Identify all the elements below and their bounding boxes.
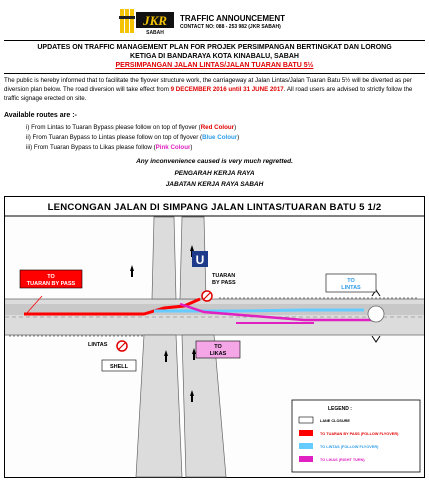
svg-text:TO: TO bbox=[214, 344, 222, 350]
label-tuaran-bypass bbox=[212, 273, 236, 286]
update-heading-location: PERSIMPANGAN JALAN LINTAS/JALAN TUARAN BATU 5½ bbox=[115, 62, 314, 69]
svg-text:TO LINTAS (FOLLOW FLYOVER): TO LINTAS (FOLLOW FLYOVER) bbox=[320, 445, 379, 449]
svg-text:TUARAN BY PASS: TUARAN BY PASS bbox=[26, 281, 76, 287]
signatory-department: JABATAN KERJA RAYA SABAH bbox=[165, 181, 264, 188]
jkr-emblem-icon bbox=[119, 9, 135, 33]
svg-text:U: U bbox=[195, 253, 205, 267]
intro-paragraph bbox=[4, 77, 420, 103]
update-heading-line2: KETIGA DI BANDARAYA KOTA KINABALU, SABAH bbox=[130, 53, 299, 60]
route-colour-pink: Pink Colour bbox=[155, 144, 191, 151]
intro-text-end: . All road users are advised to strictly follow the traffic signage erected on site. bbox=[4, 85, 413, 102]
map-title: LENCONGAN JALAN DI SIMPANG JALAN LINTAS/TUARAN BATU 5 1/2 bbox=[47, 202, 382, 213]
no-turn-sign-icon bbox=[117, 341, 127, 351]
svg-text:LIKAS: LIKAS bbox=[209, 351, 227, 357]
svg-text:TUARAN: TUARAN bbox=[212, 273, 236, 279]
logo-text: JKR bbox=[143, 13, 167, 28]
svg-text:BY PASS: BY PASS bbox=[212, 280, 236, 286]
svg-text:LINTAS: LINTAS bbox=[88, 342, 108, 348]
announcement-title: TRAFFIC ANNOUNCEMENT bbox=[180, 14, 286, 23]
divider bbox=[4, 73, 425, 74]
contact-number: CONTACT NO: 088 - 253 982 (JKR SABAH) bbox=[180, 24, 281, 30]
label-to-lintas bbox=[326, 274, 376, 292]
update-heading-line1: UPDATES ON TRAFFIC MANAGEMENT PLAN FOR PROJEK PERSIMPANGAN BERTINGKAT DAN LORONG bbox=[37, 44, 392, 51]
route-item: iii) From Tuaran Bypass to Likas please follow (Pink Colour) bbox=[26, 144, 193, 151]
signatory-title: PENGARAH KERJA RAYA bbox=[174, 170, 255, 177]
svg-text:TO TUARAN BY PASS (FOLLOW FLYO: TO TUARAN BY PASS (FOLLOW FLYOVER) bbox=[320, 432, 399, 436]
route-item: ii) From Tuaran Bypass to Lintas please follow on top of flyover (Blue Colour) bbox=[26, 134, 240, 141]
svg-text:LANE CLOSURE: LANE CLOSURE bbox=[320, 419, 350, 423]
diversion-plan-drawing bbox=[4, 196, 425, 478]
label-to-tuaran-bypass bbox=[20, 270, 82, 288]
no-turn-sign-icon bbox=[202, 291, 212, 301]
svg-text:TO: TO bbox=[47, 274, 55, 280]
regret-notice: Any inconvenience caused is very much regretted. bbox=[136, 158, 293, 165]
divider bbox=[4, 40, 425, 41]
route-colour-blue: Blue Colour bbox=[202, 134, 238, 141]
logo-sub: SABAH bbox=[146, 30, 164, 36]
map-legend bbox=[292, 400, 420, 472]
u-turn-sign-icon bbox=[192, 251, 208, 267]
svg-text:TO LIKAS (RIGHT TURN): TO LIKAS (RIGHT TURN) bbox=[320, 458, 365, 462]
routes-heading: Available routes are :- bbox=[4, 112, 77, 119]
intro-text: The public is hereby informed that to facilitate the flyover structure work, the carriageway at Jalan Lintas/Jalan Tuaran Batu 5½ will be diverted as per diversion plan below. The road diversion will take effect from bbox=[4, 77, 412, 93]
svg-text:SHELL: SHELL bbox=[109, 364, 129, 370]
svg-text:LINTAS: LINTAS bbox=[341, 285, 361, 291]
main-road bbox=[5, 299, 424, 335]
legend-title: LEGEND : bbox=[328, 406, 352, 412]
jkr-logo bbox=[118, 6, 176, 36]
svg-text:TO: TO bbox=[347, 278, 355, 284]
route-item: i) From Lintas to Tuaran Bypass please follow on top of flyover (Red Colour) bbox=[26, 124, 237, 131]
label-lintas bbox=[88, 342, 108, 348]
route-blue-path bbox=[154, 310, 364, 311]
label-shell bbox=[102, 360, 136, 371]
label-to-likas bbox=[196, 341, 240, 358]
route-colour-red: Red Colour bbox=[200, 124, 235, 131]
diversion-dates: 9 DECEMBER 2016 until 31 JUNE 2017 bbox=[170, 85, 284, 93]
